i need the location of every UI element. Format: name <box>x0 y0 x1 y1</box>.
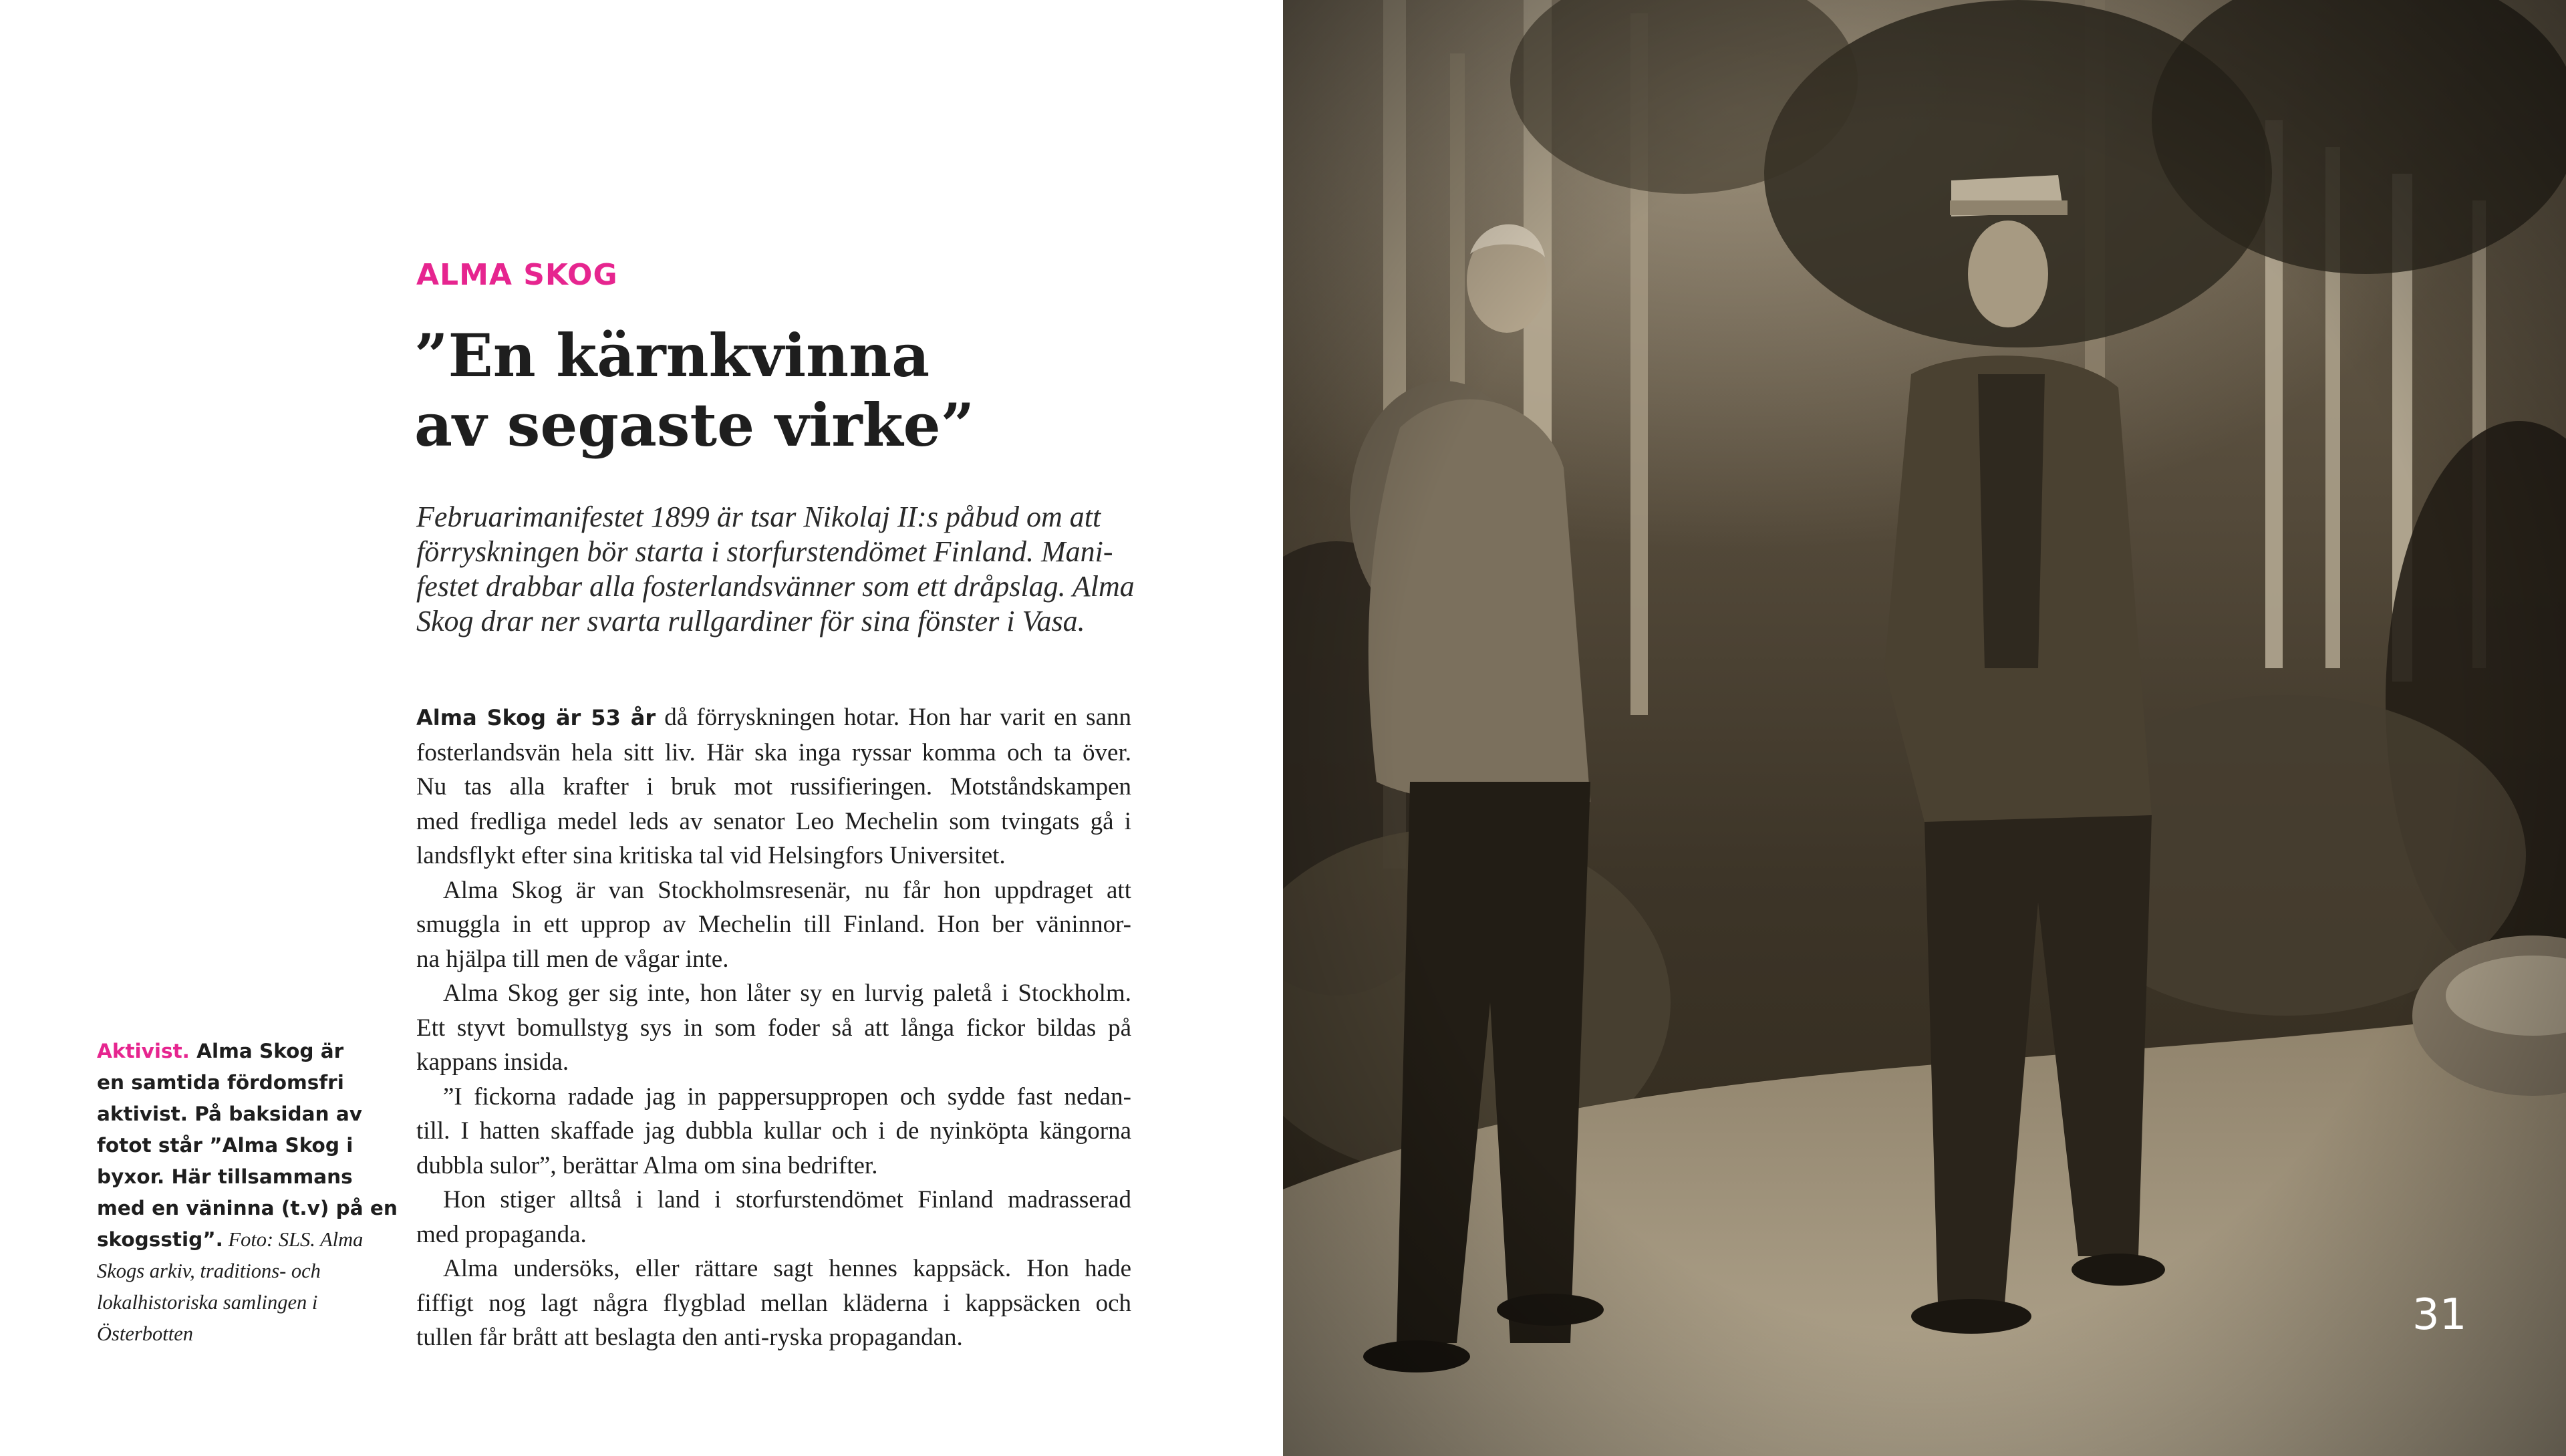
caption-line <box>97 1224 378 1256</box>
caption-first-rest: Alma Skog är <box>189 1040 344 1062</box>
body-line: med propaganda. <box>416 1220 587 1248</box>
lead-line: Februarimanifestet 1899 är tsar Nikolaj II:s påbud om att <box>416 500 1101 533</box>
caption-line: aktivist. På baksidan av <box>97 1103 362 1125</box>
body-text <box>416 700 1131 1355</box>
caption-credit-line: lokalhistoriska samlingen i <box>97 1291 318 1314</box>
body-line: till. I hatten skaffade jag dubbla kullar och i de nyinköpta kängorna <box>416 1117 1131 1145</box>
photo-vignette <box>1283 0 2566 1456</box>
body-line: fiffigt nog lagt några flygblad mellan kläderna i kappsäcken och <box>416 1289 1131 1317</box>
photo-illustration <box>1283 0 2566 1456</box>
lead-line: Skog drar ner svarta rullgardiner för sina fönster i Vasa. <box>416 605 1085 637</box>
caption-line: en samtida fördomsfri <box>97 1071 344 1094</box>
caption-credit-line: Skogs arkiv, traditions- och <box>97 1260 321 1282</box>
caption-line: med en väninna (t.v) på en <box>97 1197 398 1219</box>
body-line: Alma undersöks, eller rättare sagt hennes kappsäck. Hon hade <box>443 1255 1131 1282</box>
headline-line: ”En kärnkvinna <box>414 321 930 390</box>
body-line <box>416 700 1131 736</box>
caption-credit-line: Österbotten <box>97 1322 194 1345</box>
lead-line: festet drabbar alla fosterlandsvänner som ett dråpslag. Alma <box>416 570 1135 603</box>
photo-credit: Foto: SLS. Alma <box>223 1228 364 1251</box>
body-line: Nu tas alla krafter i bruk mot russifieringen. Motståndskampen <box>416 773 1131 800</box>
body-line: med fredliga medel leds av senator Leo Mechelin som tvingats gå i <box>416 807 1131 835</box>
body-line: Hon stiger alltså i land i storfurstendömet Finland madrasserad <box>443 1186 1131 1213</box>
body-line: Ett styvt bomullstyg sys in som foder så att långa fickor bildas på <box>416 1014 1131 1042</box>
lead-paragraph <box>416 500 1135 639</box>
caption-bold-end: skogsstig”. <box>97 1228 223 1251</box>
body-line: dubbla sulor”, berättar Alma om sina bedrifter. <box>416 1151 878 1179</box>
body-lead-in: Alma Skog är 53 år <box>416 705 656 730</box>
caption-line <box>97 1036 378 1067</box>
body-line: Alma Skog är van Stockholmsresenär, nu får hon uppdraget att <box>443 876 1131 904</box>
body-line: na hjälpa till men de vågar inte. <box>416 945 729 973</box>
caption-accent: Aktivist. <box>97 1040 190 1062</box>
body-first-line-rest: då förryskningen hotar. Hon har varit en sann <box>656 704 1131 731</box>
body-line: landsflykt efter sina kritiska tal vid Helsingfors Universitet. <box>416 842 1006 869</box>
body-line: kappans insida. <box>416 1048 569 1076</box>
body-line: ”I fickorna radade jag in pappersuppropen och sydde fast nedan- <box>443 1082 1131 1111</box>
photo-caption <box>97 1036 398 1350</box>
body-line: Alma Skog ger sig inte, hon låter sy en lurvig paletå i Stockholm. <box>443 980 1131 1007</box>
body-line: tullen får brått att beslagta den anti-ryska propagandan. <box>416 1324 963 1351</box>
page-number: 31 <box>2412 1290 2467 1340</box>
headline <box>414 321 1216 460</box>
headline-line: av segaste virke” <box>414 390 975 460</box>
caption-line: fotot står ”Alma Skog i <box>97 1134 353 1157</box>
lead-line: förryskningen bör starta i storfurstendömet Finland. Mani- <box>416 535 1113 568</box>
caption-line: byxor. Här tillsammans <box>97 1165 353 1188</box>
body-line: fosterlandsvän hela sitt liv. Här ska inga ryssar komma och ta över. <box>416 738 1131 766</box>
body-line: smuggla in ett upprop av Mechelin till Finland. Hon ber väninnor- <box>416 911 1131 938</box>
section-label: ALMA SKOG <box>416 258 618 292</box>
sepia-photograph <box>1283 0 2566 1456</box>
